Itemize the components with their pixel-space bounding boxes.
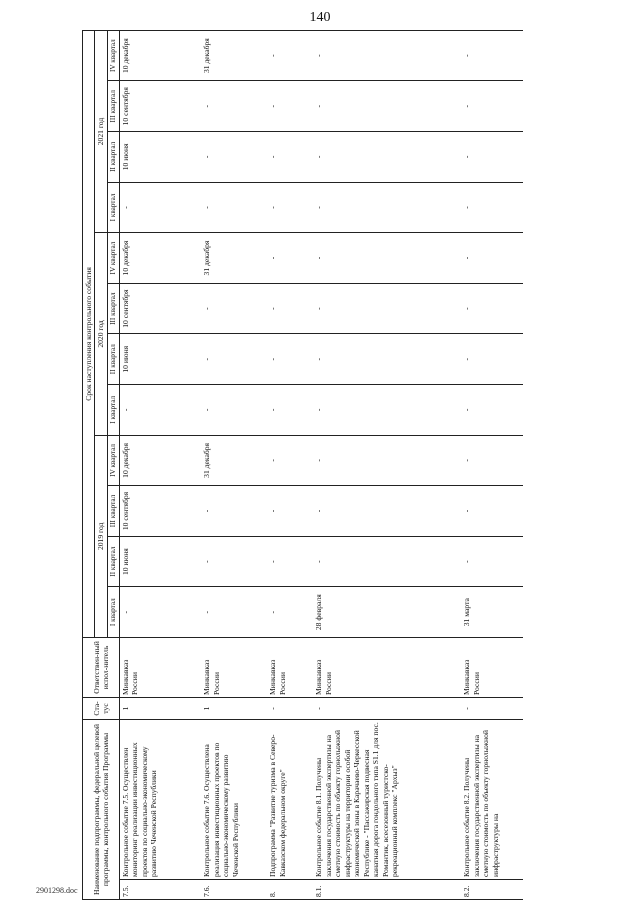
row-cell: -: [461, 536, 523, 587]
row-cell: -: [313, 81, 461, 132]
row-cell: -: [461, 334, 523, 385]
row-name: Контрольное событие 7.5. Осуществлен мониторинг реализации инвестиционных проектов по социально-экономическому развитию Чеченской Республики: [119, 719, 201, 879]
row-cell: -: [313, 536, 461, 587]
row-cell: -: [201, 536, 267, 587]
header-quarter: II квартал: [107, 536, 119, 587]
row-cell: 10 июня: [119, 536, 201, 587]
row-cell: 10 сентября: [119, 283, 201, 334]
table-body: [119, 30, 523, 899]
row-responsible: Минкавказ России: [119, 637, 201, 697]
row-cell: -: [267, 81, 313, 132]
row-cell: -: [313, 283, 461, 334]
row-number: 8.1.: [313, 880, 461, 900]
row-cell: -: [267, 182, 313, 233]
row-cell: -: [461, 81, 523, 132]
row-number: 8.: [267, 880, 313, 900]
header-deadline: Срок наступления контрольного события: [83, 30, 95, 637]
header-quarter: I квартал: [107, 182, 119, 233]
row-responsible: Минкавказ России: [461, 637, 523, 697]
table-row: [313, 30, 461, 899]
document-id: 2901298.doc: [36, 886, 78, 895]
row-cell: -: [201, 182, 267, 233]
row-status: -: [313, 697, 461, 719]
control-events-table: [82, 30, 523, 900]
header-quarter: IV квартал: [107, 435, 119, 486]
row-cell: -: [461, 385, 523, 436]
row-cell: -: [267, 30, 313, 81]
row-cell: -: [267, 385, 313, 436]
row-cell: -: [313, 385, 461, 436]
row-cell: -: [201, 334, 267, 385]
row-cell: -: [267, 587, 313, 638]
header-quarter: IV квартал: [107, 30, 119, 81]
row-cell: 31 декабря: [201, 435, 267, 486]
row-cell: -: [201, 587, 267, 638]
header-quarter: III квартал: [107, 486, 119, 537]
row-name: Контрольное событие 8.2. Получены заключения государственной экспертизы на сметную стоимость по объекту горнолыжной инфраструктуры на: [461, 719, 523, 879]
row-number: 8.2.: [461, 880, 523, 900]
header-quarter: IV квартал: [107, 233, 119, 284]
row-cell: -: [201, 385, 267, 436]
row-cell: -: [461, 486, 523, 537]
row-cell: 28 февраля: [313, 587, 461, 638]
row-cell: -: [461, 233, 523, 284]
row-number: 7.5.: [119, 880, 201, 900]
row-status: -: [267, 697, 313, 719]
rotated-table-container: [82, 30, 602, 900]
row-cell: -: [201, 283, 267, 334]
table-row: [201, 30, 267, 899]
header-responsible: Ответствен-ный испол-нитель: [83, 637, 120, 697]
page-number: 140: [309, 10, 331, 25]
row-cell: 31 декабря: [201, 30, 267, 81]
row-cell: -: [313, 132, 461, 183]
row-cell: -: [267, 486, 313, 537]
table-header: [83, 30, 120, 899]
row-cell: 10 сентября: [119, 486, 201, 537]
row-cell: -: [461, 30, 523, 81]
row-cell: -: [461, 182, 523, 233]
header-quarter: I квартал: [107, 385, 119, 436]
row-cell: -: [267, 132, 313, 183]
row-number: 7.6.: [201, 880, 267, 900]
row-responsible: Минкавказ России: [267, 637, 313, 697]
header-quarter: III квартал: [107, 283, 119, 334]
row-cell: -: [313, 435, 461, 486]
row-cell: -: [267, 283, 313, 334]
row-cell: -: [201, 486, 267, 537]
table-row: [267, 30, 313, 899]
row-name: Контрольное событие 7.6. Осуществлена реализация инвестиционных проектов по социально-экономическому развитию Чеченской Республики: [201, 719, 267, 879]
row-cell: 10 сентября: [119, 81, 201, 132]
row-cell: 10 июня: [119, 132, 201, 183]
row-cell: -: [461, 435, 523, 486]
table-row: [461, 30, 523, 899]
row-cell: 10 декабря: [119, 30, 201, 81]
row-cell: -: [461, 132, 523, 183]
row-cell: -: [313, 233, 461, 284]
row-status: 1: [119, 697, 201, 719]
row-name: Контрольное событие 8.1. Получены заключения государственной экспертизы на сметную стоимость по объекту горнолыжной инфраструктуры на территории особой экономической зоны в Карачаево-Черкесской Республике - "Пассажирская подвесная канатная дорога гондольного типа S1.1 для пос. Романтик, всесезонный туристско-рекреационный комплекс "Архыз": [313, 719, 461, 879]
header-quarter: I квартал: [107, 587, 119, 638]
header-quarter: III квартал: [107, 81, 119, 132]
header-year-2020: 2020 год: [95, 233, 107, 435]
header-name: Наименование подпрограммы, федеральной целевой программы, контрольного события Программы: [83, 719, 120, 899]
row-cell: -: [313, 182, 461, 233]
header-quarter: II квартал: [107, 132, 119, 183]
row-cell: -: [201, 81, 267, 132]
row-name: Подпрограмма "Развитие туризма в Северо-Кавказском федеральном округе": [267, 719, 313, 879]
header-status: Ста-тус: [83, 697, 120, 719]
row-cell: -: [267, 233, 313, 284]
header-quarter: II квартал: [107, 334, 119, 385]
row-cell: -: [119, 587, 201, 638]
row-status: -: [461, 697, 523, 719]
row-cell: -: [201, 132, 267, 183]
row-status: 1: [201, 697, 267, 719]
row-cell: -: [313, 30, 461, 81]
row-cell: -: [267, 334, 313, 385]
row-cell: 10 декабря: [119, 435, 201, 486]
row-cell: -: [267, 435, 313, 486]
row-cell: 31 декабря: [201, 233, 267, 284]
row-cell: -: [461, 283, 523, 334]
row-cell: -: [313, 334, 461, 385]
header-year-2019: 2019 год: [95, 435, 107, 637]
row-cell: -: [267, 536, 313, 587]
row-responsible: Минкавказ России: [201, 637, 267, 697]
row-cell: -: [119, 182, 201, 233]
row-cell: 10 декабря: [119, 233, 201, 284]
row-responsible: Минкавказ России: [313, 637, 461, 697]
row-cell: -: [313, 486, 461, 537]
table-row: [119, 30, 201, 899]
header-year-2021: 2021 год: [95, 30, 107, 232]
row-cell: -: [119, 385, 201, 436]
row-cell: 10 июня: [119, 334, 201, 385]
row-cell: 31 марта: [461, 587, 523, 638]
